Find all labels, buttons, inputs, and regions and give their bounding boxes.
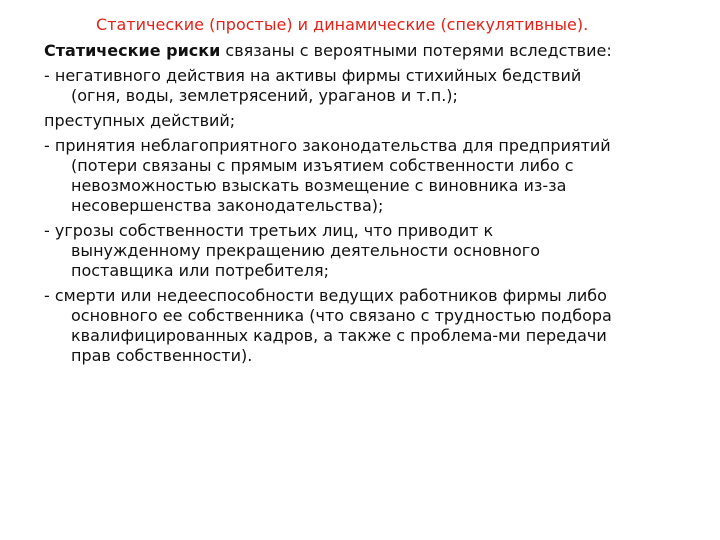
risk-list <box>44 66 694 366</box>
list-item-line: преступных действий; <box>44 111 236 130</box>
risk-item-legislation <box>44 136 694 216</box>
list-item-line: квалифицированных кадров, а также с проблема-ми передачи <box>71 326 607 345</box>
list-item-line: поставщика или потребителя; <box>71 261 329 280</box>
list-item-line: основного ее собственника (что связано с трудностью подбора <box>71 306 612 325</box>
list-item-line: вынужденному прекращению деятельности основного <box>71 241 540 260</box>
list-item-line: (потери связаны с прямым изъятием собственности либо с <box>71 156 574 175</box>
intro-lead-term: Статические риски <box>44 41 221 60</box>
list-item-line: прав собственности). <box>71 346 253 365</box>
intro-rest: связаны с вероятными потерями вследствие: <box>220 41 612 60</box>
list-item-line: - негативного действия на активы фирмы стихийных бедствий <box>44 66 582 85</box>
list-item-line: - угрозы собственности третьих лиц, что приводит к <box>44 221 494 240</box>
list-item-line: (огня, воды, землетрясений, ураганов и т.п.); <box>71 86 458 105</box>
risk-item-key-personnel <box>44 286 694 366</box>
slide-heading: Статические (простые) и динамические (спекулятивные). <box>96 15 589 34</box>
list-item-line: невозможностью взыскать возмещение с виновника из-за <box>71 176 567 195</box>
intro-line <box>44 40 612 62</box>
list-item-line: - принятия неблагоприятного законодательства для предприятий <box>44 136 611 155</box>
risk-item-third-party-threats <box>44 221 694 281</box>
list-item-line: несовершенства законодательства); <box>71 196 384 215</box>
list-item-line: - смерти или недееспособности ведущих работников фирмы либо <box>44 286 607 305</box>
risk-item-criminal-acts <box>44 111 694 131</box>
risk-item-natural-disasters <box>44 66 694 106</box>
